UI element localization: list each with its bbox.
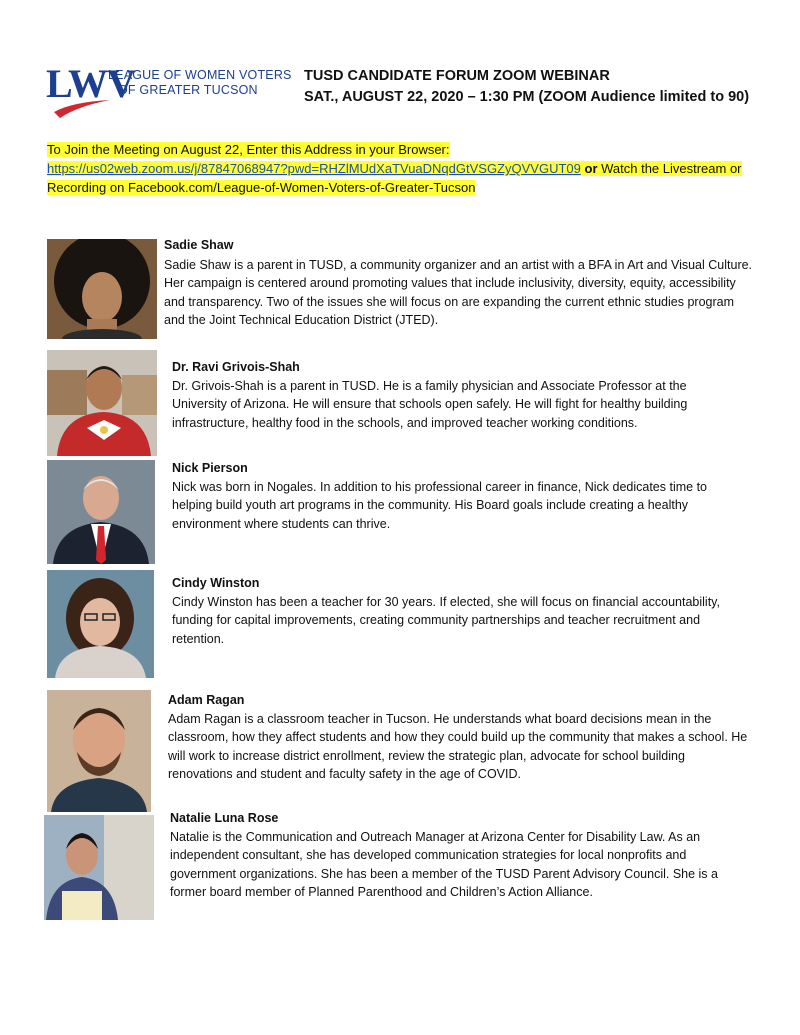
zoom-link[interactable]: https://us02web.zoom.us/j/87847068947?pwd=RHZlMUdXaTVuaDNqdGtVSGZyQVVGUT09 [47, 161, 581, 176]
portrait-icon [44, 815, 154, 920]
join-or: or [584, 161, 598, 176]
candidate-bio: Dr. Grivois-Shah is a parent in TUSD. He is a family physician and Associate Professor at the University of Arizona. He will ensure that schools open safely. He will fight for healthy building infrastructure, healthy food in the schools, and improved teacher working conditions. [172, 379, 688, 430]
page-title: TUSD CANDIDATE FORUM ZOOM WEBINAR [304, 68, 610, 84]
logo-line-2: OF GREATER TUCSON [118, 83, 258, 97]
candidate-photo [47, 460, 155, 564]
portrait-icon [47, 570, 154, 678]
candidate-name: Nick Pierson [172, 461, 248, 475]
candidate-photo [47, 570, 154, 678]
candidate-photo [47, 350, 157, 456]
candidate-bio: Nick was born in Nogales. In addition to his professional career in finance, Nick dedicates time to helping build youth art programs in the community. His Board goals include creating a healthy environment where students can thrive. [172, 480, 707, 531]
logo-lwv-text: LWV [46, 61, 135, 106]
join-intro: To Join the Meeting on August 22, Enter this Address in your Browser: [47, 142, 450, 157]
candidate-bio: Sadie Shaw is a parent in TUSD, a community organizer and an artist with a BFA in Art and Visual Culture. Her campaign is centered around promoting values that include inclusivity, diversity, equity, accessibility and transparency. Two of the issues she will focus on are expanding the current ethnic studies program and the Joint Technical Education District (JTED). [164, 258, 753, 327]
candidate-photo [47, 690, 151, 812]
join-recording: Recording on Facebook.com/League-of-Women-Voters-of-Greater-Tucson [47, 180, 476, 195]
portrait-icon [47, 350, 157, 456]
join-watch: Watch the Livestream or [597, 161, 742, 176]
portrait-icon [47, 690, 151, 812]
candidate-name: Natalie Luna Rose [170, 811, 279, 825]
candidate-photo [47, 239, 157, 339]
candidate-name: Adam Ragan [168, 693, 245, 707]
lwv-logo [46, 61, 292, 120]
candidate-name: Dr. Ravi Grivois-Shah [172, 360, 300, 374]
page-subtitle: SAT., AUGUST 22, 2020 – 1:30 PM (ZOOM Audience limited to 90) [304, 89, 750, 105]
candidate-name: Sadie Shaw [164, 238, 234, 252]
candidate-bio: Natalie is the Communication and Outreach Manager at Arizona Center for Disability Law. As an independent consultant, she has developed communication strategies for local nonprofits and government organizations. She has been a member of the TUSD Parent Advisory Council. She is a former board member of Planned Parenthood and Children’s Action Alliance. [170, 830, 718, 899]
portrait-icon [47, 239, 157, 339]
logo-swoosh-icon [52, 98, 112, 120]
candidate-photo [44, 815, 154, 920]
join-info [47, 140, 767, 197]
portrait-icon [47, 460, 155, 564]
logo-line-1: LEAGUE OF WOMEN VOTERS [108, 68, 292, 82]
candidate-bio: Cindy Winston has been a teacher for 30 years. If elected, she will focus on financial accountability, funding for capital improvements, creating community partnerships and teacher recruitment and retention. [172, 595, 720, 646]
header [304, 66, 749, 108]
candidate-bio: Adam Ragan is a classroom teacher in Tucson. He understands what board decisions mean in the classroom, how they affect students and how they could build up the community that makes a school. He will work to increase district enrollment, review the strategic plan, advocate for school building renovations and student and faculty safety in the age of COVID. [168, 712, 748, 781]
candidate-name: Cindy Winston [172, 576, 260, 590]
